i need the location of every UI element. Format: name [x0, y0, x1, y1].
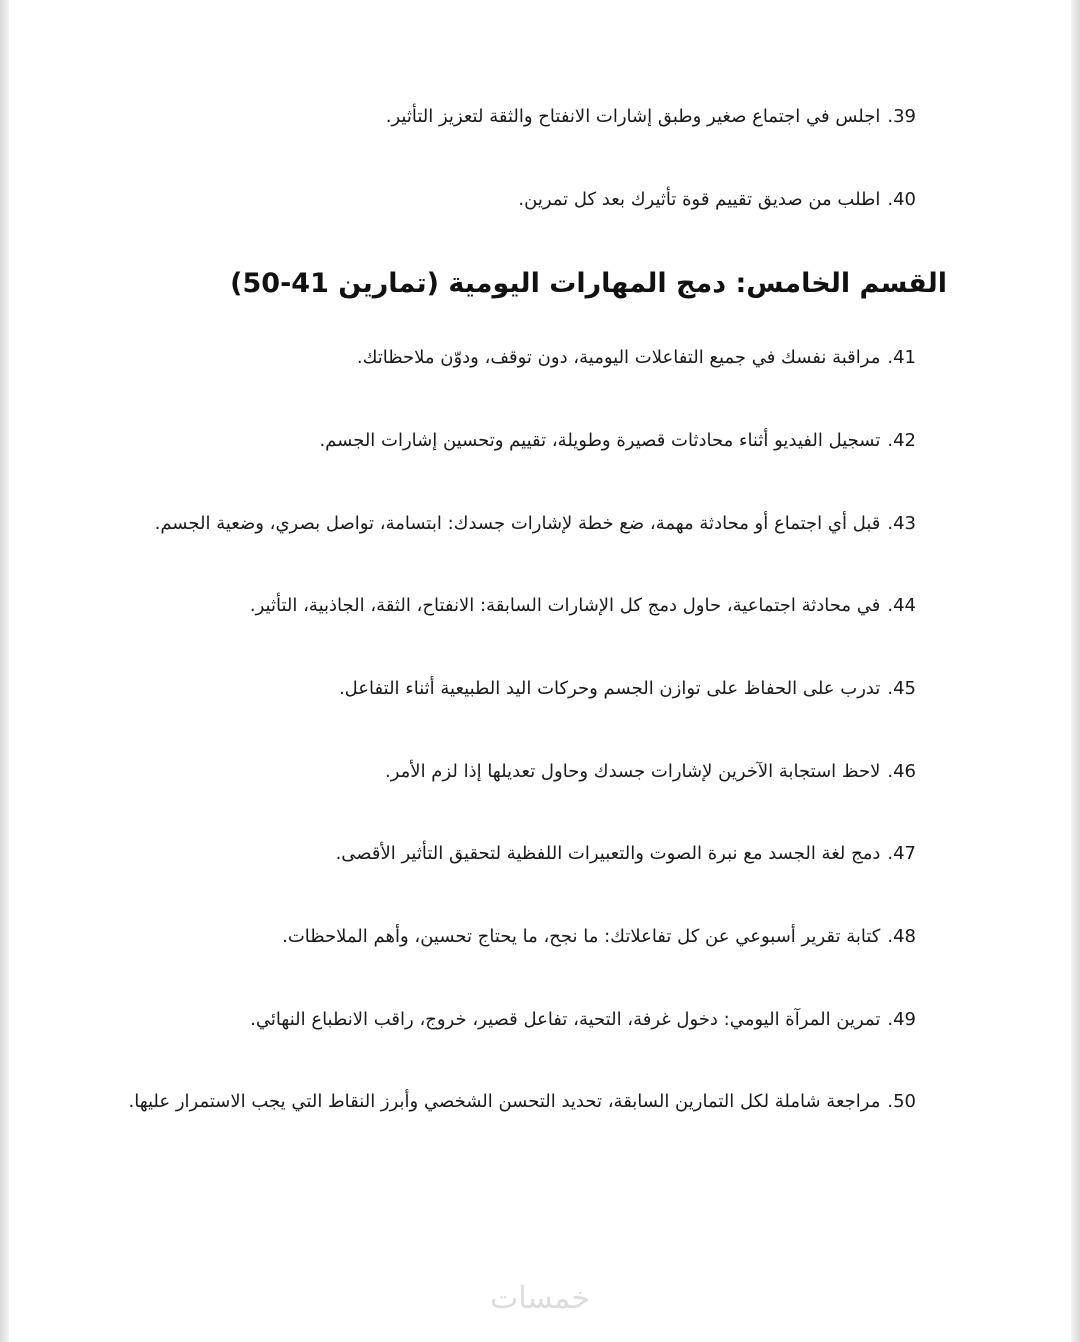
exercise-text: اطلب من صديق تقييم قوة تأثيرك بعد كل تمرين.	[518, 189, 881, 210]
section-heading: القسم الخامس: دمج المهارات اليومية (تمارين 41-50)	[230, 268, 947, 299]
exercise-item-48	[282, 925, 916, 949]
exercise-number: 42.	[887, 430, 916, 451]
page-edge-right	[1071, 0, 1080, 1342]
exercise-number: 44.	[887, 595, 916, 616]
exercise-text: في محادثة اجتماعية، حاول دمج كل الإشارات السابقة: الانفتاح، الثقة، الجاذبية، التأثير.	[249, 595, 881, 616]
exercise-text: قبل أي اجتماع أو محادثة مهمة، ضع خطة لإشارات جسدك: ابتسامة، تواصل بصري، وضعية الجسم.	[154, 513, 881, 534]
exercise-number: 46.	[887, 761, 916, 782]
exercise-item-47	[336, 842, 916, 866]
exercise-item-45	[339, 677, 916, 701]
exercise-item-49	[250, 1008, 916, 1032]
exercise-number: 40.	[887, 189, 916, 210]
exercise-item-44	[250, 594, 916, 618]
exercise-item-46	[385, 760, 916, 784]
exercise-text: لاحظ استجابة الآخرين لإشارات جسدك وحاول تعديلها إذا لزم الأمر.	[385, 761, 881, 782]
exercise-item-50	[128, 1090, 916, 1114]
exercise-number: 43.	[887, 513, 916, 534]
exercise-number: 47.	[887, 843, 916, 864]
exercise-number: 49.	[887, 1009, 916, 1030]
exercise-number: 45.	[887, 678, 916, 699]
exercise-item-40	[518, 188, 916, 212]
exercise-number: 48.	[887, 926, 916, 947]
exercise-text: تسجيل الفيديو أثناء محادثات قصيرة وطويلة، تقييم وتحسين إشارات الجسم.	[319, 430, 881, 451]
exercise-number: 50.	[887, 1091, 916, 1112]
exercise-item-43	[155, 512, 916, 536]
exercise-text: مراقبة نفسك في جميع التفاعلات اليومية، دون توقف، ودوّن ملاحظاتك.	[356, 347, 881, 368]
exercise-number: 41.	[887, 347, 916, 368]
exercise-number: 39.	[887, 106, 916, 127]
exercise-text: كتابة تقرير أسبوعي عن كل تفاعلاتك: ما نجح، ما يحتاج تحسين، وأهم الملاحظات.	[282, 926, 881, 947]
exercise-text: اجلس في اجتماع صغير وطبق إشارات الانفتاح والثقة لتعزيز التأثير.	[385, 106, 881, 127]
exercise-text: دمج لغة الجسد مع نبرة الصوت والتعبيرات اللفظية لتحقيق التأثير الأقصى.	[335, 843, 881, 864]
exercise-item-42	[319, 429, 916, 453]
exercise-item-41	[357, 346, 916, 370]
exercise-item-39	[386, 105, 916, 129]
exercise-text: تمرين المرآة اليومي: دخول غرفة، التحية، تفاعل قصير، خروج، راقب الانطباع النهائي.	[250, 1009, 881, 1030]
page-edge-left	[0, 0, 9, 1342]
exercise-text: تدرب على الحفاظ على توازن الجسم وحركات اليد الطبيعية أثناء التفاعل.	[338, 678, 881, 699]
watermark-logo: خمسات	[489, 1281, 591, 1316]
exercise-text: مراجعة شاملة لكل التمارين السابقة، تحديد التحسن الشخصي وأبرز النقاط التي يجب الاستمرار عليها.	[128, 1091, 881, 1112]
